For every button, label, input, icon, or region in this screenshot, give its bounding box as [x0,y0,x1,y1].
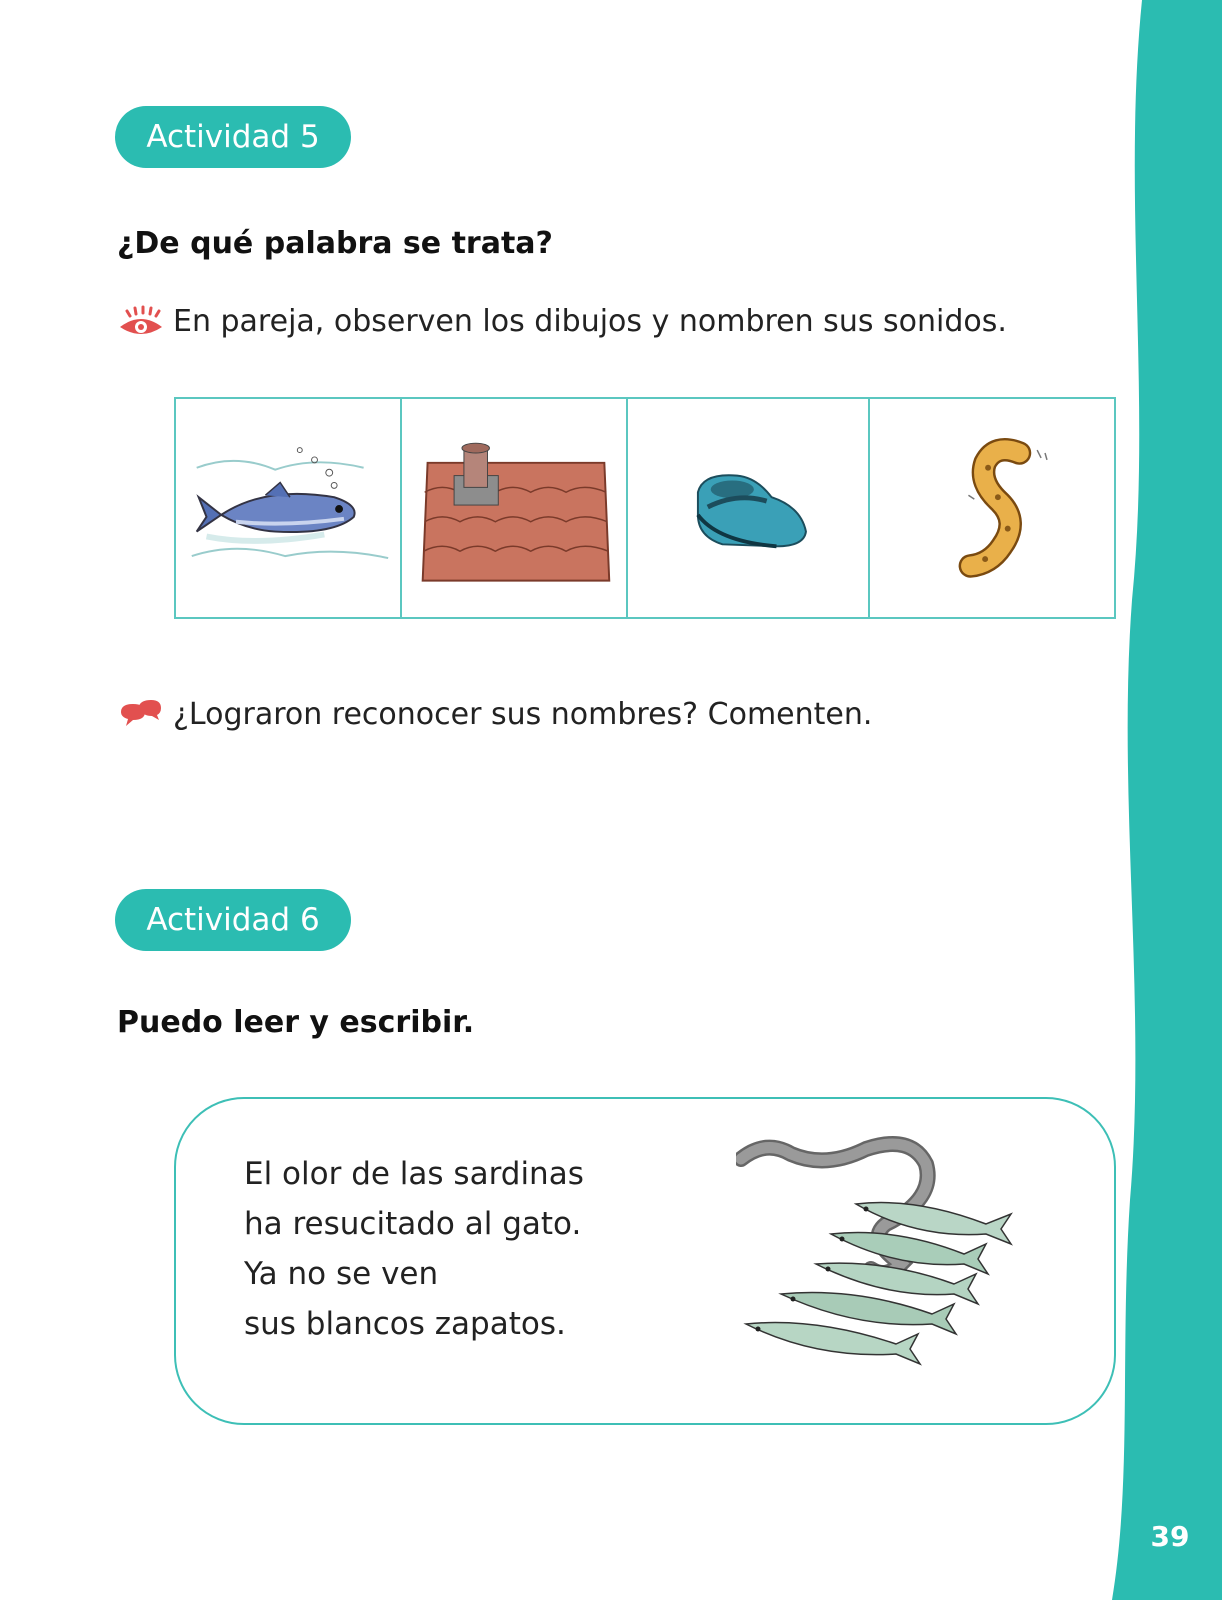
eye-icon [117,305,165,339]
activity-5-question [117,697,872,732]
activity-5-heading: ¿De qué palabra se trata? [117,226,553,261]
picture-shoe [628,399,870,617]
picture-snake [870,399,1114,617]
poem-line: sus blancos zapatos. [244,1306,566,1342]
picture-grid [174,397,1116,619]
sardines-illustration [736,1129,1036,1379]
speech-bubbles-icon [117,698,165,732]
instruction-text: En pareja, observen los dibujos y nombren sus sonidos. [173,304,1007,339]
question-text: ¿Lograron reconocer sus nombres? Comenten. [173,697,873,732]
activity-6-heading: Puedo leer y escribir. [117,1005,475,1040]
activity-6-badge: Actividad 6 [115,889,351,951]
side-band-decoration [1112,0,1222,1600]
activity-5-instruction [117,304,1007,339]
snake-illustration [870,399,1114,617]
poem-line: ha resucitado al gato. [244,1206,582,1242]
picture-fish [176,399,402,617]
poem [244,1149,584,1349]
fish-illustration [176,399,400,617]
poem-line: El olor de las sardinas [244,1156,584,1192]
page-number: 39 [1150,1520,1190,1553]
poem-box [174,1097,1116,1425]
poem-line: Ya no se ven [244,1256,439,1292]
picture-roof [402,399,628,617]
shoe-illustration [628,399,868,617]
activity-5-badge: Actividad 5 [115,106,351,168]
roof-illustration [402,399,626,617]
